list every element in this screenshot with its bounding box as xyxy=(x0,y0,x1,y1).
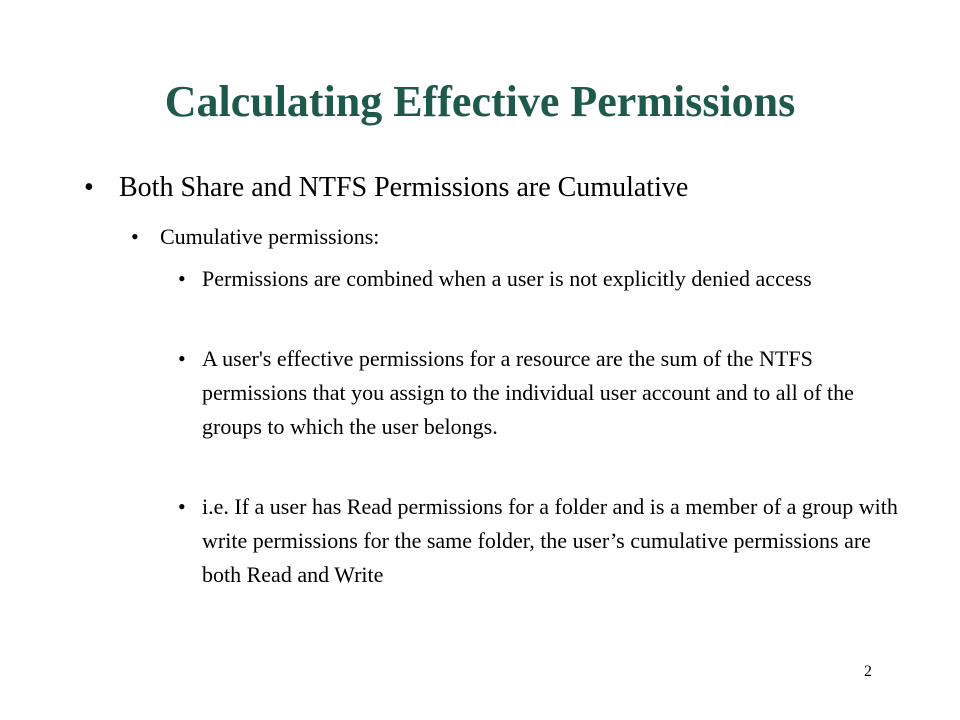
bullet-dot: • xyxy=(131,224,139,249)
bullet-level-3 xyxy=(178,490,898,592)
bullet-level-3 xyxy=(178,342,898,444)
bullet-text: A user's effective permissions for a resource are the sum of the NTFS permissions that you assign to the individual user account and to all of the groups to which the user belongs. xyxy=(202,346,854,439)
slide-title: Calculating Effective Permissions xyxy=(164,77,796,126)
bullet-level-2 xyxy=(131,220,891,254)
bullet-text: Cumulative permissions: xyxy=(160,224,380,249)
bullet-text: Permissions are combined when a user is not explicitly denied access xyxy=(202,266,812,291)
bullet-dot: • xyxy=(178,346,186,371)
bullet-dot: • xyxy=(84,172,94,203)
bullet-text: Both Share and NTFS Permissions are Cumulative xyxy=(119,172,689,203)
bullet-level-3 xyxy=(178,262,898,296)
bullet-dot: • xyxy=(178,266,186,291)
bullet-text: i.e. If a user has Read permissions for a folder and is a member of a group with write permissions for the same folder, the user’s cumulative permissions are both Read and Write xyxy=(202,494,898,587)
slide-number: 2 xyxy=(864,663,872,680)
bullet-level-1 xyxy=(84,168,884,208)
bullet-dot: • xyxy=(178,494,186,519)
